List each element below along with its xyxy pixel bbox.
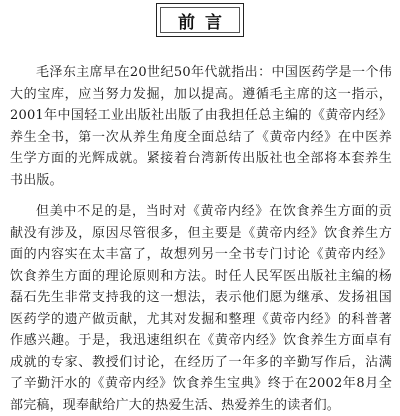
preface-paragraph-2: 但美中不足的是，当时对《黄帝内经》在饮食养生方面的贡献没有涉及，原因尽管很多，但主要是《黄帝内经》饮食养生方面的内容实在太丰富了，故想列另一全书专门讨论《黄帝内经》饮食养生方面的理论原则和方法。时任人民军医出版社主编的杨磊石先生非常支持我的这一想法，表示他们愿为继承、发扬祖国医药学的遗产做贡献，尤其对发掘和整理《黄帝内经》的科普著作感兴趣。于是，我迅速组织在《黄帝内经》饮食养生方面卓有成就的专家、教授们讨论，在经历了一年多的辛勤写作后，沾满了辛勤汗水的《黄帝内经》饮食养生宝典》终于在2002年8月全部完稿，现奉献给广大的热爱生活、热爱养生的读者们。 — [10, 204, 392, 413]
preface-title-frame — [156, 3, 244, 37]
preface-title: 前言 — [178, 12, 232, 33]
preface-body — [10, 62, 392, 416]
preface-paragraph-1: 毛泽东主席早在20世纪50年代就指出：中国医药学是一个伟大的宝库，应当努力发掘，加以提高。遵循毛主席的这一指示，2001年中国轻工业出版社出版了由我担任总主编的《黄帝内经》养生全书，第一次从养生角度全面总结了《黄帝内经》在中医养生学方面的光辉成就。紧接着台湾新传出版社也全部将本套养生书出版。 — [10, 65, 392, 188]
